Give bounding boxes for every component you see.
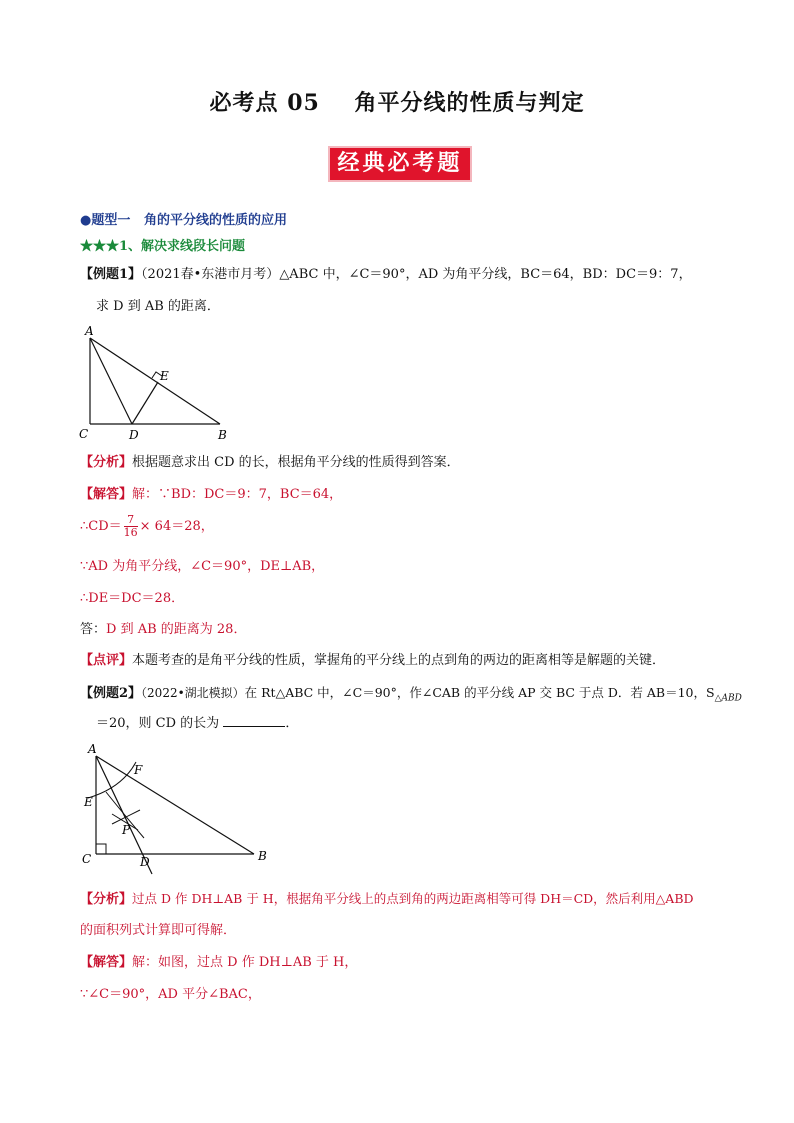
ex1-fraction xyxy=(124,514,138,539)
ex1-solution-text-2b: × 64＝28， xyxy=(139,519,214,534)
ex1-solution-text-1: 解：∵BD：DC＝9：7，BC＝64， xyxy=(132,487,343,502)
ex1-solution-4: ∴DE＝DC＝28． xyxy=(80,591,185,606)
ex1-answer-label: 答： xyxy=(80,622,107,637)
title-main: 角平分线的性质与判定 xyxy=(354,91,585,116)
type-title: 角的平分线的性质的应用 xyxy=(143,213,287,228)
ex2-source: （2022•湖北模拟） xyxy=(141,686,245,700)
ex1-solution-1 xyxy=(80,486,342,504)
ex1-solution-text-2a: ∴CD＝ xyxy=(80,519,122,534)
ex2-label-D: D xyxy=(140,855,150,869)
title-prefix: 必考点 xyxy=(209,91,279,116)
ex2-solution-2: ∵∠C＝90°，AD 平分∠BAC， xyxy=(80,987,261,1002)
title-number: 05 xyxy=(287,90,320,116)
ex2-analysis-1 xyxy=(80,890,694,909)
answer-blank xyxy=(223,714,285,727)
ex1-solution-label: 【解答】 xyxy=(80,487,133,502)
ex1-review xyxy=(80,652,665,670)
section-heading xyxy=(80,212,287,230)
ex2-text-2-end: ． xyxy=(285,716,299,731)
type-label: 题型一 xyxy=(91,213,131,228)
ex1-question-line1 xyxy=(80,266,692,284)
page-title xyxy=(0,86,794,117)
ex2-label-F: F xyxy=(134,763,143,777)
ex2-analysis-label: 【分析】 xyxy=(80,892,133,907)
ex1-source: （2021春•东港市月考） xyxy=(141,267,280,282)
ex2-solution-text-1: 解：如图，过点 D 作 DH⊥AB 于 H， xyxy=(132,955,358,970)
stars-icon: ★★★ xyxy=(80,239,120,254)
ex1-label-A: A xyxy=(85,324,94,338)
ex2-area-subscript: △ABD xyxy=(714,693,742,704)
ex1-label: 【例题1】 xyxy=(80,267,142,282)
subsection-title: 1、解决求线段长问题 xyxy=(119,239,246,254)
ex1-analysis-text: 根据题意求出 CD 的长，根据角平分线的性质得到答案． xyxy=(132,455,460,470)
ex2-text-2: ＝20，则 CD 的长为 xyxy=(96,716,220,731)
ex2-label-E: E xyxy=(84,795,93,809)
ex2-question-line1 xyxy=(80,684,742,708)
ex1-label-C: C xyxy=(79,427,89,441)
ex2-solution-1 xyxy=(80,954,357,972)
fraction-numerator: 7 xyxy=(124,514,138,527)
subsection-heading xyxy=(80,238,245,256)
ex2-label-C: C xyxy=(82,852,92,866)
ex1-review-label: 【点评】 xyxy=(80,653,133,668)
ex1-label-D: D xyxy=(129,428,139,442)
ex1-solution-3: ∵AD 为角平分线，∠C＝90°，DE⊥AB， xyxy=(80,559,325,574)
ex2-label: 【例题2】 xyxy=(80,686,142,701)
ex2-label-B: B xyxy=(258,849,267,863)
bullet-icon: ● xyxy=(80,213,92,228)
ex2-analysis-text-1: 过点 D 作 DH⊥AB 于 H，根据角平分线上的点到角的两边距离相等可得 DH＝CD，然后利用△ABD xyxy=(132,891,694,906)
ex2-question-line2 xyxy=(96,714,298,733)
ex1-question-line2: 求 D 到 AB 的距离． xyxy=(96,299,220,314)
ex1-review-text: 本题考查的是角平分线的性质，掌握角的平分线上的点到角的两边的距离相等是解题的关键． xyxy=(132,653,666,668)
ex2-solution-label: 【解答】 xyxy=(80,955,133,970)
ex2-text-1: 在 Rt△ABC 中，∠C＝90°，作∠CAB 的平分线 AP 交 BC 于点 D．若 AB＝10，S xyxy=(244,685,715,700)
ex2-label-P: P xyxy=(122,823,131,837)
ex1-label-E: E xyxy=(160,369,169,383)
ex1-solution-2 xyxy=(80,514,214,539)
fraction-denominator: 16 xyxy=(123,526,138,539)
ex2-construction-figure xyxy=(78,740,278,876)
ex1-analysis-label: 【分析】 xyxy=(80,455,133,470)
ex1-answer xyxy=(80,621,246,639)
classic-badge: 经典必考题 xyxy=(328,146,472,182)
ex1-triangle-figure xyxy=(74,322,244,444)
ex2-analysis-2: 的面积列式计算即可得解． xyxy=(80,923,237,938)
ex1-answer-text: D 到 AB 的距离为 28． xyxy=(106,622,247,637)
ex2-label-A: A xyxy=(88,742,97,756)
ex1-text-1: △ABC 中，∠C＝90°，AD 为角平分线，BC＝64，BD：DC＝9：7， xyxy=(279,267,692,282)
ex1-label-B: B xyxy=(218,428,227,442)
ex1-analysis xyxy=(80,454,460,472)
